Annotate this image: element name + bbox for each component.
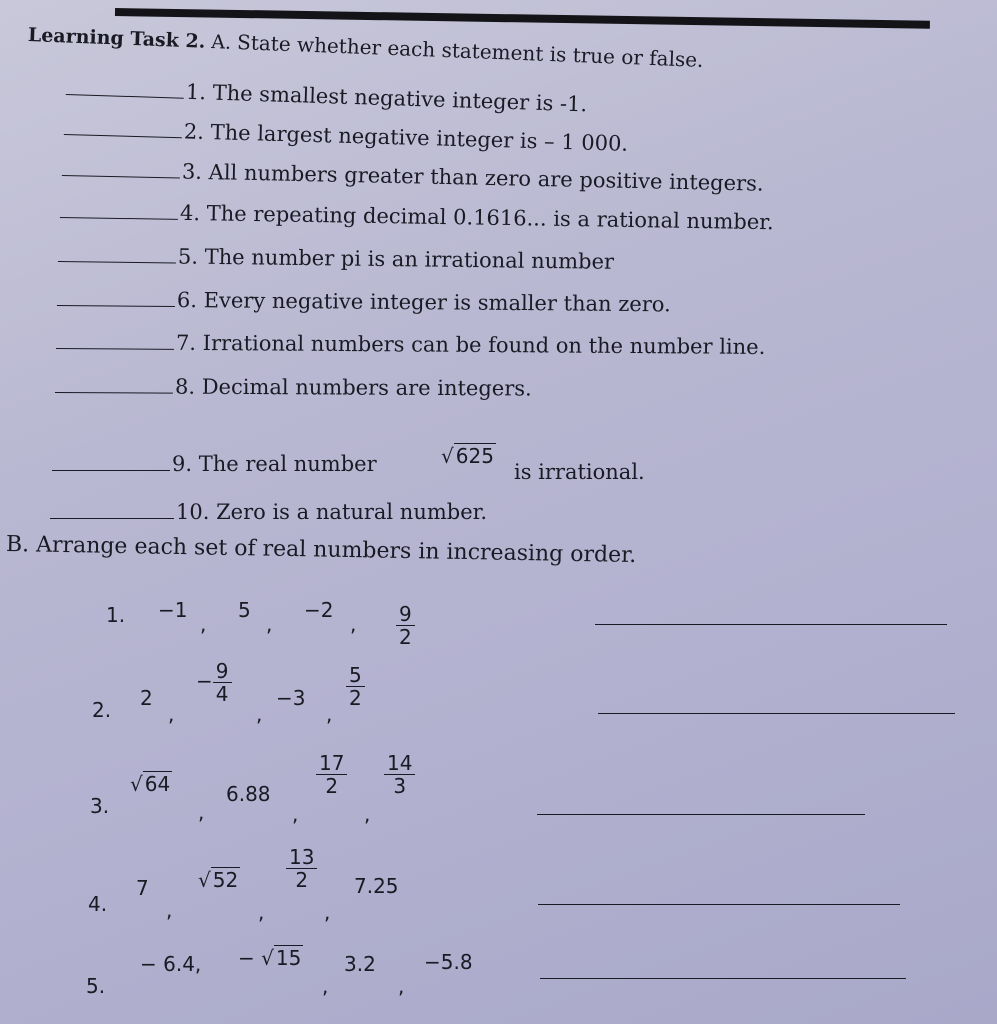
statement-text: The real number: [198, 452, 377, 476]
statement-number: 4.: [179, 200, 201, 226]
fraction-denominator: 2: [399, 625, 412, 649]
statement-6: [57, 287, 671, 316]
set-5-value-d: −5.8: [424, 950, 473, 974]
answer-line-3[interactable]: [537, 814, 865, 815]
set-4-value-c: [286, 846, 317, 891]
answer-line-5[interactable]: [540, 978, 906, 979]
radicand: 64: [144, 772, 171, 796]
set-3-value-c: [316, 752, 347, 797]
fraction-numerator: 9: [396, 603, 415, 626]
answer-blank-4[interactable]: [60, 217, 178, 220]
statement-9: [52, 452, 377, 476]
set-2-value-a: 2: [140, 686, 153, 710]
set-4-value-b: [198, 868, 240, 892]
part-b-heading: B. Arrange each set of real numbers in increasing order.: [5, 532, 637, 568]
statement-number: 1.: [185, 79, 207, 105]
set-1-value-d: [396, 603, 415, 648]
statement-4: [60, 199, 774, 234]
comma: ,: [326, 702, 333, 726]
statement-number: 9.: [172, 452, 193, 476]
answer-blank-7[interactable]: [56, 348, 174, 350]
instruction-text: State whether each statement is true or false.: [236, 30, 704, 72]
answer-line-4[interactable]: [538, 904, 900, 905]
comma: ,: [168, 702, 175, 726]
radical-sign: √: [441, 444, 454, 468]
comma: ,: [324, 900, 331, 924]
answer-blank-9[interactable]: [52, 470, 170, 471]
set-1-value-a: −1: [158, 598, 188, 622]
statement-text-end: is irrational.: [514, 460, 645, 484]
answer-line-1[interactable]: [595, 624, 947, 625]
fraction-numerator: 14: [384, 752, 415, 775]
comma: ,: [292, 802, 299, 826]
statement-text: The repeating decimal 0.1616... is a rational number.: [206, 201, 774, 235]
fraction-denominator: 2: [349, 686, 362, 710]
comma: ,: [398, 974, 405, 998]
statement-text: Irrational numbers can be found on the number line.: [202, 331, 766, 359]
fraction-denominator: 2: [295, 868, 309, 892]
answer-blank-3[interactable]: [62, 175, 180, 178]
fraction-numerator: 9: [213, 660, 232, 683]
header-rule: [115, 8, 930, 29]
comma: ,: [198, 800, 205, 824]
fraction-denominator: 3: [393, 774, 407, 798]
statement-8: [55, 374, 532, 400]
radicand: 625: [455, 444, 494, 468]
comma: ,: [166, 898, 173, 922]
radical-sign: √: [198, 868, 211, 892]
statement-2: [64, 116, 629, 156]
set-2-value-c: −3: [276, 686, 306, 710]
answer-blank-2[interactable]: [64, 134, 182, 138]
set-5-value-a: − 6.4,: [140, 952, 202, 976]
set-5-value-c: 3.2: [344, 952, 376, 976]
statement-9-end: [514, 460, 645, 484]
answer-blank-6[interactable]: [57, 305, 175, 307]
radical-sign: √: [130, 772, 143, 796]
statement-7: [56, 330, 765, 359]
radicand: 52: [212, 868, 239, 892]
statement-text: Every negative integer is smaller than zero.: [203, 288, 671, 317]
set-1-value-c: −2: [304, 598, 334, 622]
set-5-number: 5.: [86, 974, 106, 998]
fraction-denominator: 2: [325, 774, 339, 798]
sqrt-625: [441, 444, 496, 468]
set-4-value-a: 7: [136, 876, 149, 900]
statement-text: The number pi is an irrational number: [204, 244, 615, 274]
task-label: Learning Task 2.: [27, 24, 206, 53]
comma: ,: [258, 900, 265, 924]
comma: ,: [200, 612, 207, 636]
part-a-label: A.: [210, 31, 232, 54]
statement-number: 5.: [177, 244, 199, 269]
radical-sign: √: [261, 946, 274, 970]
set-2-value-d: [346, 664, 365, 709]
set-1-value-b: 5: [238, 598, 251, 622]
answer-blank-8[interactable]: [55, 392, 173, 394]
statement-number: 8.: [174, 374, 196, 399]
comma: ,: [350, 612, 357, 636]
minus-sign: −: [238, 946, 255, 970]
set-2-number: 2.: [92, 698, 112, 722]
set-4-number: 4.: [88, 892, 108, 916]
set-5-value-b: [238, 946, 303, 970]
radicand: 15: [275, 946, 302, 970]
set-2-value-b: [196, 660, 232, 705]
statement-text: The largest negative integer is – 1 000.: [210, 120, 629, 156]
statement-3: [62, 157, 764, 196]
statement-text: The smallest negative integer is -1.: [212, 80, 588, 117]
set-1-number: 1.: [106, 603, 126, 627]
set-3-value-d: [384, 752, 415, 797]
statement-number: 2.: [183, 119, 205, 144]
statement-10: [50, 500, 487, 524]
comma: ,: [266, 612, 273, 636]
answer-blank-10[interactable]: [50, 518, 174, 519]
statement-number: 10.: [176, 500, 210, 524]
fraction-numerator: 13: [286, 846, 317, 869]
set-3-number: 3.: [90, 794, 110, 818]
statement-text: All numbers greater than zero are positive integers.: [208, 160, 764, 196]
answer-blank-5[interactable]: [58, 261, 176, 263]
fraction-numerator: 17: [316, 752, 347, 775]
statement-number: 7.: [175, 330, 197, 355]
minus-sign: −: [196, 669, 213, 693]
comma: ,: [322, 974, 329, 998]
statement-number: 3.: [181, 159, 203, 184]
statement-text: Zero is a natural number.: [216, 500, 488, 524]
statement-1: [66, 76, 588, 116]
set-3-value-a: [130, 772, 172, 796]
comma: ,: [256, 702, 263, 726]
fraction-denominator: 4: [215, 682, 229, 706]
statement-5: [58, 243, 614, 274]
statement-number: 6.: [176, 288, 198, 313]
comma: ,: [364, 802, 371, 826]
answer-line-2[interactable]: [598, 713, 955, 714]
fraction-numerator: 5: [346, 664, 365, 687]
task-title: [28, 22, 704, 72]
statement-text: Decimal numbers are integers.: [201, 374, 532, 401]
answer-blank-1[interactable]: [66, 94, 184, 99]
set-3-value-b: 6.88: [226, 782, 271, 806]
set-4-value-d: 7.25: [354, 874, 399, 898]
